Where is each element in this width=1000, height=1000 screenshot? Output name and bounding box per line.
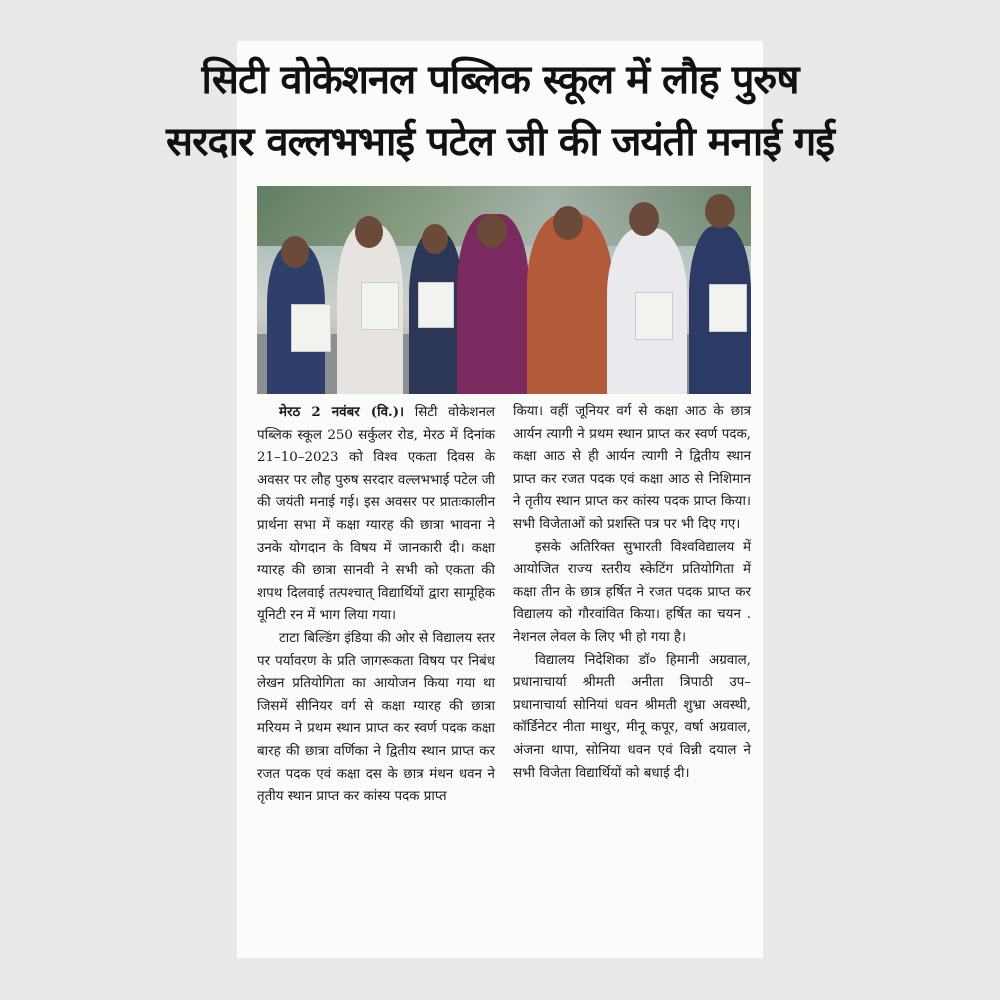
paragraph: मेरठ 2 नवंबर (वि.)। सिटी वोकेशनल पब्लिक स्कूल 250 सर्कुलर रोड, मेरठ में दिनांक 21–10–2023 को विश्व एकता दिवस के अवसर पर लौह पुरुष सरदार वल्लभभाई पटेल जी की जयंती मनाई गई। इस अवसर पर प्रातःकालीन प्रार्थना सभा में कक्षा ग्यारह की छात्रा भावना ने उनके योगदान के विषय में जानकारी दी। कक्षा ग्यारह की छात्रा सानवी ने सभी को एकता की शपथ दिलवाई तत्पश्चात् विद्यार्थियों द्वारा सामूहिक यूनिटी रन में भाग लिया गया। xyxy=(257,404,495,624)
newspaper-clipping xyxy=(166,41,834,958)
student-head xyxy=(422,224,448,254)
paragraph: किया। वहीं जूनियर वर्ग से कक्षा आठ के छात्र आर्यन त्यागी ने प्रथम स्थान प्राप्त कर स्वर्ण पदक, कक्षा आठ से ही आर्यन त्यागी ने द्वितीय स्थान प्राप्त कर रजत पदक एवं कक्षा आठ से निशिमान ने तृतीय स्थान प्राप्त कर कांस्य पदक प्राप्त किया। सभी विजेताओं को प्रशस्ति पत्र पर भी दिए गए। xyxy=(513,404,751,532)
student-head xyxy=(355,216,383,248)
teacher-head xyxy=(553,206,583,240)
certificate xyxy=(635,292,673,340)
certificate xyxy=(709,284,747,332)
article-column-2 xyxy=(513,401,751,951)
student-head xyxy=(629,202,659,236)
dateline: मेरठ 2 नवंबर (वि.)। xyxy=(279,404,405,420)
certificate xyxy=(291,304,331,352)
certificate xyxy=(361,282,399,330)
paragraph: विद्यालय निदेशिका डॉ० हिमानी अग्रवाल, प्रधानाचार्या श्रीमती अनीता त्रिपाठी उप–प्रधानाचार्या सोनियां धवन श्रीमती शुभ्रा अवस्थी, कॉर्डिनेटर नीता माथुर, मीनू कपूर, वर्षा अग्रवाल, अंजना थापा, सोनिया धवन एवं विन्नी दयाल ने सभी विजेता विद्यार्थियों को बधाई दी। xyxy=(513,652,751,781)
headline-line-1: सिटी वोकेशनल पब्लिक स्कूल में लौह पुरुष xyxy=(201,57,799,103)
teacher-head xyxy=(477,214,507,248)
student-head xyxy=(281,236,309,268)
paragraph: टाटा बिल्डिंग इंडिया की ओर से विद्यालय स्तर पर पर्यावरण के प्रति जागरूकता विषय पर निबंध लेखन प्रतियोगिता का आयोजन किया गया था जिसमें सीनियर वर्ग से कक्षा ग्यारह की छात्रा मरियम ने प्रथम स्थान प्राप्त कर स्वर्ण पदक कक्षा बारह की छात्रा वर्णिका ने द्वितीय स्थान प्राप्त कर रजत पदक एवं कक्षा दस के छात्र मंथन धवन ने तृतीय स्थान प्राप्त कर कांस्य पदक प्राप्त xyxy=(257,630,495,805)
event-photo xyxy=(257,186,751,394)
teacher-figure xyxy=(527,214,613,394)
headline-line-2: सरदार वल्लभभाई पटेल जी की जयंती मनाई गई xyxy=(166,119,834,165)
student-head xyxy=(705,194,735,228)
article-column-1 xyxy=(257,401,495,951)
paragraph: इसके अतिरिक्त सुभारती विश्वविद्यालय में आयोजित राज्य स्तरीय स्केटिंग प्रतियोगिता में कक्षा तीन के छात्र हर्षित ने रजत पदक प्राप्त कर विद्यालय को गौरवांवित किया। हर्षित का चयन . नेशनल लेवल के लिए भी हो गया है। xyxy=(513,539,751,645)
article-body xyxy=(257,401,751,951)
headline xyxy=(166,41,834,181)
certificate xyxy=(418,282,454,328)
